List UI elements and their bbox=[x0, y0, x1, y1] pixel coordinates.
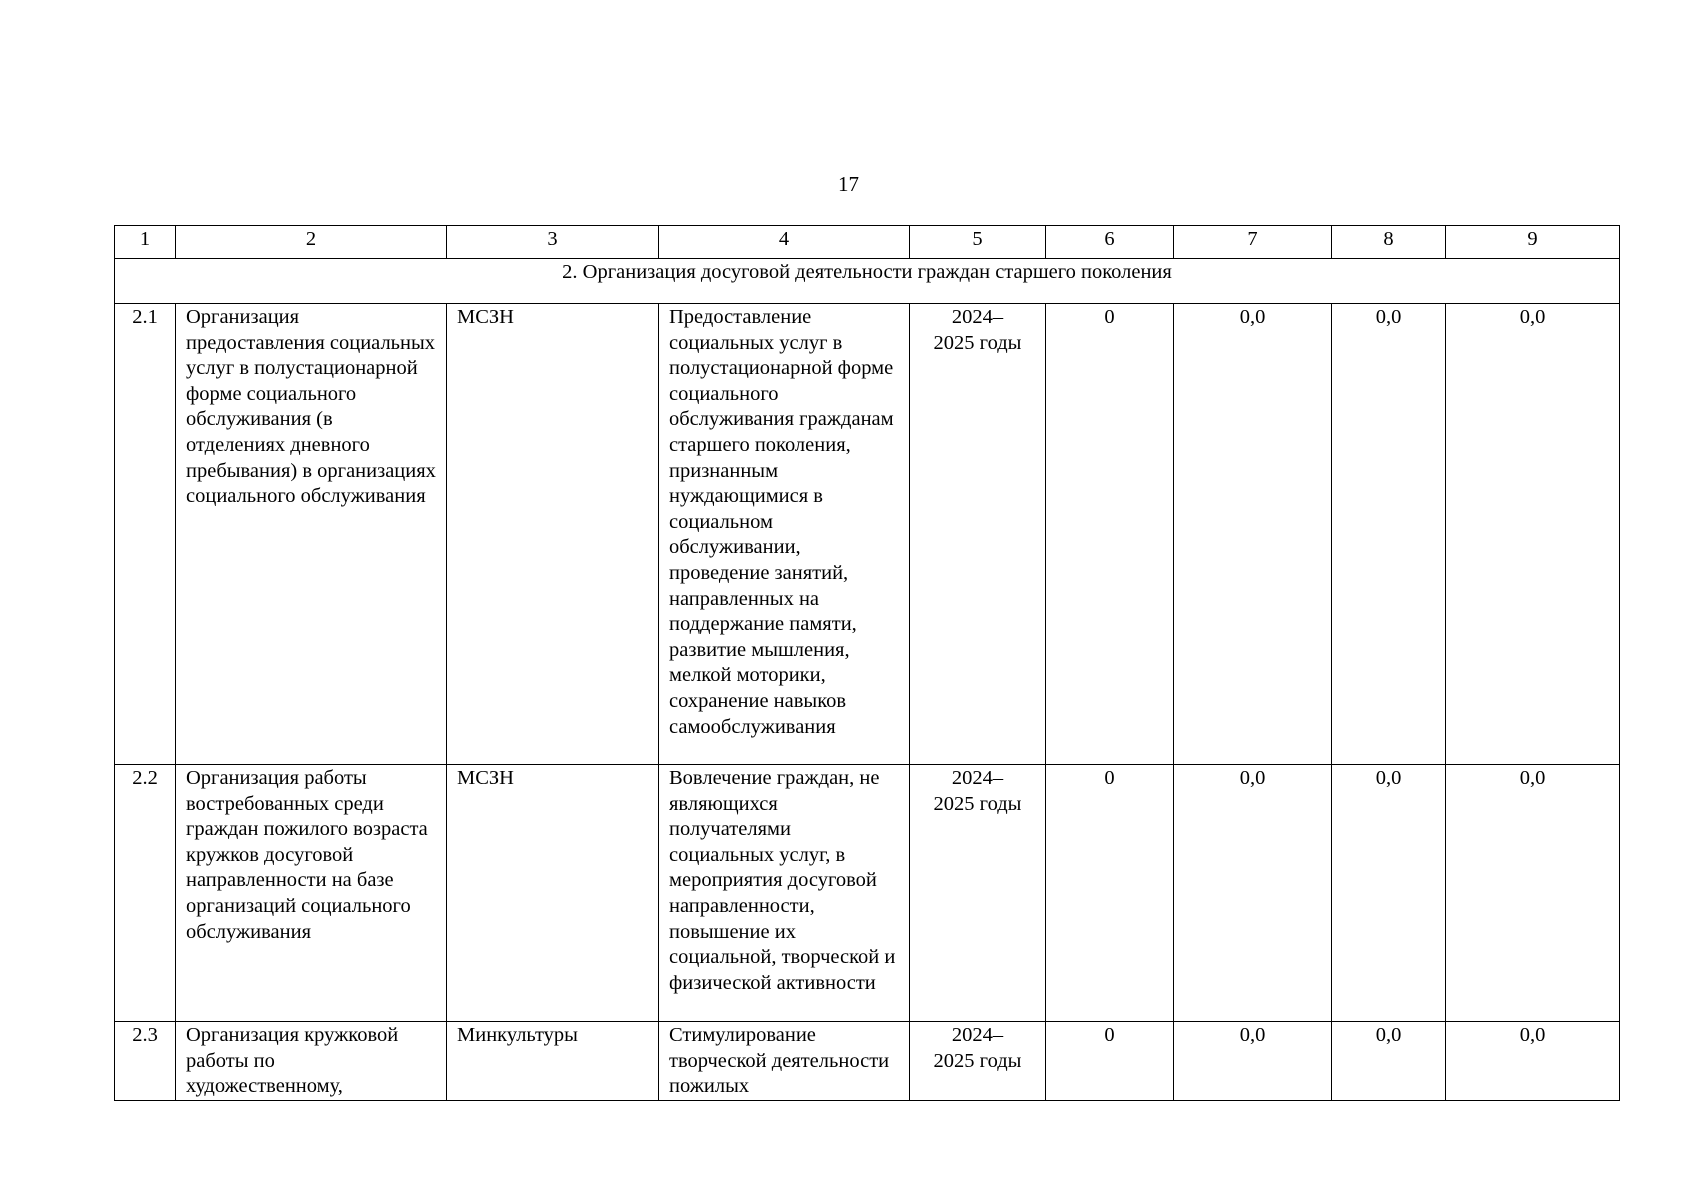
value-col7: 0,0 bbox=[1174, 765, 1332, 1022]
section-row bbox=[115, 259, 1620, 304]
value-col6: 0 bbox=[1046, 304, 1174, 765]
value-col8: 0,0 bbox=[1332, 765, 1446, 1022]
period bbox=[910, 1022, 1046, 1101]
measure-name: Организация работы востребованных среди граждан пожилого возраста кружков досуговой направленности на базе организаций социального обслуживания bbox=[176, 765, 447, 1022]
table-row bbox=[115, 765, 1620, 1022]
period-text: 2024– 2025 годы bbox=[933, 1024, 1022, 1072]
row-number: 2.3 bbox=[115, 1022, 176, 1101]
executor: МСЗН bbox=[447, 304, 659, 765]
value-col9: 0,0 bbox=[1446, 1022, 1620, 1101]
row-number: 2.1 bbox=[115, 304, 176, 765]
period-text: 2024– 2025 годы bbox=[933, 767, 1022, 815]
column-number-2: 2 bbox=[176, 226, 447, 259]
period bbox=[910, 304, 1046, 765]
table-row bbox=[115, 304, 1620, 765]
measure-name: Организация кружковой работы по художественному, bbox=[176, 1022, 447, 1101]
section-title: 2. Организация досуговой деятельности граждан старшего поколения bbox=[115, 259, 1620, 304]
value-col9: 0,0 bbox=[1446, 304, 1620, 765]
value-col7: 0,0 bbox=[1174, 1022, 1332, 1101]
column-number-row bbox=[115, 226, 1620, 259]
table-row bbox=[115, 1022, 1620, 1101]
value-col9: 0,0 bbox=[1446, 765, 1620, 1022]
column-number-9: 9 bbox=[1446, 226, 1620, 259]
column-number-7: 7 bbox=[1174, 226, 1332, 259]
value-col6: 0 bbox=[1046, 1022, 1174, 1101]
column-number-8: 8 bbox=[1332, 226, 1446, 259]
plan-table bbox=[114, 225, 1620, 1101]
measure-name: Организация предоставления социальных услуг в полустационарной форме социального обслуживания (в отделениях дневного пребывания) в организациях социального обслуживания bbox=[176, 304, 447, 765]
value-col8: 0,0 bbox=[1332, 1022, 1446, 1101]
row-number: 2.2 bbox=[115, 765, 176, 1022]
expected-result: Предоставление социальных услуг в полустационарной форме социального обслуживания гражданам старшего поколения, признанным нуждающимися в социальном обслуживании, проведение занятий, направленных на поддержание памяти, развитие мышления, мелкой моторики, сохранение навыков самообслуживания bbox=[659, 304, 910, 765]
period bbox=[910, 765, 1046, 1022]
column-number-4: 4 bbox=[659, 226, 910, 259]
value-col6: 0 bbox=[1046, 765, 1174, 1022]
value-col7: 0,0 bbox=[1174, 304, 1332, 765]
column-number-3: 3 bbox=[447, 226, 659, 259]
page-number: 17 bbox=[838, 172, 859, 196]
expected-result: Стимулирование творческой деятельности пожилых bbox=[659, 1022, 910, 1101]
column-number-6: 6 bbox=[1046, 226, 1174, 259]
executor: Минкультуры bbox=[447, 1022, 659, 1101]
executor: МСЗН bbox=[447, 765, 659, 1022]
expected-result: Вовлечение граждан, не являющихся получателями социальных услуг, в мероприятия досуговой направленности, повышение их социальной, творческой и физической активности bbox=[659, 765, 910, 1022]
column-number-5: 5 bbox=[910, 226, 1046, 259]
column-number-1: 1 bbox=[115, 226, 176, 259]
value-col8: 0,0 bbox=[1332, 304, 1446, 765]
period-text: 2024– 2025 годы bbox=[933, 306, 1022, 354]
